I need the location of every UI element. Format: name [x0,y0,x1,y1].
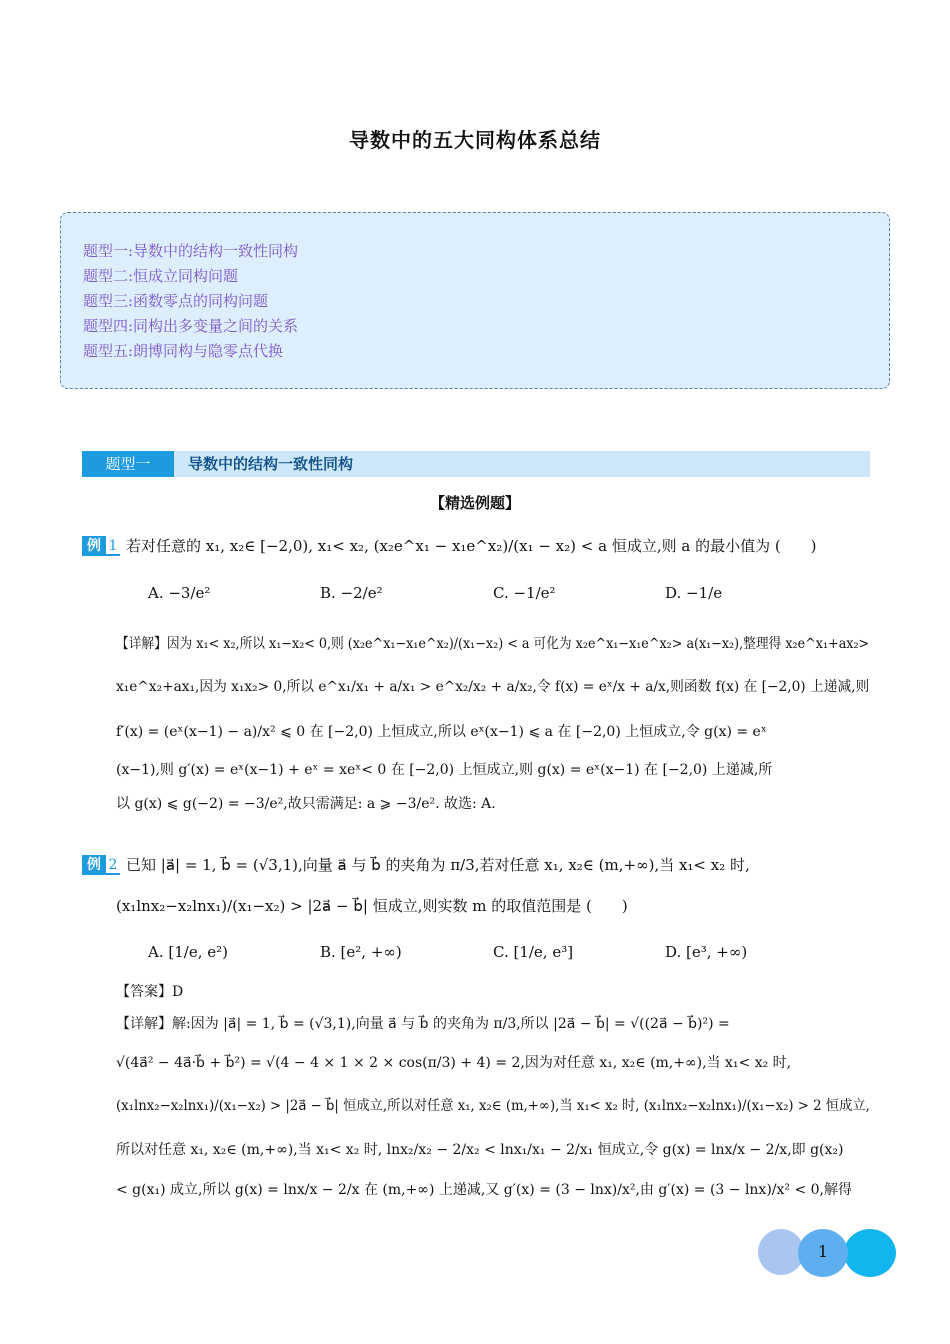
detail-line: √(4a⃗² − 4a⃗·b⃗ + b⃗²) = √(4 − 4 × 1 × 2 × cos(π/3) + 4) = 2,因为对任意 x₁, x₂∈ (m,+∞),当 x₁< x₂ 时, [116,1055,792,1071]
toc-item[interactable]: 题型五:朗博同构与隐零点代换 [83,342,284,360]
example-2-stem: (x₁lnx₂−x₂lnx₁)/(x₁−x₂) > |2a⃗ − b⃗| 恒成立,则实数 m 的取值范围是 ( ) [116,897,628,915]
option-d: D. [e³, +∞) [665,943,748,961]
page-title: 导数中的五大同构体系总结 [349,128,601,152]
detail-line: 所以对任意 x₁, x₂∈ (m,+∞),当 x₁< x₂ 时, lnx₂/x₂ − 2/x₂ < lnx₁/x₁ − 2/x₁ 恒成立,令 g(x) = lnx/x − 2/x,即 g(x₂) [116,1142,844,1158]
detail-line: 以 g(x) ⩽ g(−2) = −3/e²,故只需满足: a ⩾ −3/e². 故选: A. [116,796,496,812]
option-c: C. [1/e, e³] [493,943,574,961]
example-badge-label: 例 [82,536,106,556]
example-badge-number: 1 [106,536,120,556]
detail-line: (x₁lnx₂−x₂lnx₁)/(x₁−x₂) > |2a⃗ − b⃗| 恒成立,所以对任意 x₁, x₂∈ (m,+∞),当 x₁< x₂ 时, (x₁lnx₂−x₂lnx₁)/(x₁−x₂) > 2 恒成立, [116,1098,870,1114]
option-c: C. −1/e² [493,584,556,602]
section-header [82,451,870,477]
example-1-badge [82,536,120,556]
detail-line: (x−1),则 g′(x) = eˣ(x−1) + eˣ = xeˣ< 0 在 [−2,0) 上恒成立,则 g(x) = eˣ(x−1) 在 [−2,0) 上递减,所 [116,762,773,778]
subheading: 【精选例题】 [429,494,520,512]
example-badge-label: 例 [82,855,106,875]
option-a: A. [1/e, e²) [148,943,228,961]
toc-item[interactable]: 题型二:恒成立同构问题 [83,267,239,285]
toc-item[interactable]: 题型一:导数中的结构一致性同构 [83,242,299,260]
decor-circle [844,1229,896,1277]
detail-line: 【详解】因为 x₁< x₂,所以 x₁−x₂< 0,则 (x₂e^x₁−x₁e^x₂)/(x₁−x₂) < a 可化为 x₂e^x₁−x₁e^x₂> a(x₁−x₂),整理得 x₂e^x₁+ax₂> [116,636,870,652]
example-badge-number: 2 [106,855,120,875]
detail-line: 【详解】解:因为 |a⃗| = 1, b⃗ = (√3,1),向量 a⃗ 与 b⃗ 的夹角为 π/3,所以 |2a⃗ − b⃗| = √((2a⃗ − b⃗)²) = [116,1016,730,1032]
detail-line: < g(x₁) 成立,所以 g(x) = lnx/x − 2/x 在 (m,+∞) 上递减,又 g′(x) = (3 − lnx)/x²,由 g′(x) = (3 − lnx)/x² < 0,解得 [116,1182,853,1198]
option-b: B. [e², +∞) [320,943,402,961]
toc-box [60,212,890,389]
toc-item[interactable]: 题型三:函数零点的同构问题 [83,292,269,310]
example-1-stem: 若对任意的 x₁, x₂∈ [−2,0), x₁< x₂, (x₂e^x₁ − x₁e^x₂)/(x₁ − x₂) < a 恒成立,则 a 的最小值为 ( ) [126,537,817,555]
detail-line: f′(x) = (eˣ(x−1) − a)/x² ⩽ 0 在 [−2,0) 上恒成立,所以 eˣ(x−1) ⩽ a 在 [−2,0) 上恒成立,令 g(x) = eˣ [116,724,767,740]
answer-line: 【答案】D [116,984,184,1000]
option-a: A. −3/e² [148,584,211,602]
page-number-badge [758,1229,898,1277]
option-d: D. −1/e [665,584,723,602]
example-2-badge [82,855,120,875]
section-title: 导数中的结构一致性同构 [188,455,354,473]
detail-line: x₁e^x₂+ax₁,因为 x₁x₂> 0,所以 e^x₁/x₁ + a/x₁ > e^x₂/x₂ + a/x₂,令 f(x) = eˣ/x + a/x,则函数 f(x) 在 [−2,0) 上递减,则 [116,679,870,695]
section-tag: 题型一 [82,451,174,477]
page-number: 1 [817,1242,829,1261]
option-b: B. −2/e² [320,584,383,602]
example-2-stem: 已知 |a⃗| = 1, b⃗ = (√3,1),向量 a⃗ 与 b⃗ 的夹角为 π/3,若对任意 x₁, x₂∈ (m,+∞),当 x₁< x₂ 时, [126,856,750,874]
toc-item[interactable]: 题型四:同构出多变量之间的关系 [83,317,299,335]
